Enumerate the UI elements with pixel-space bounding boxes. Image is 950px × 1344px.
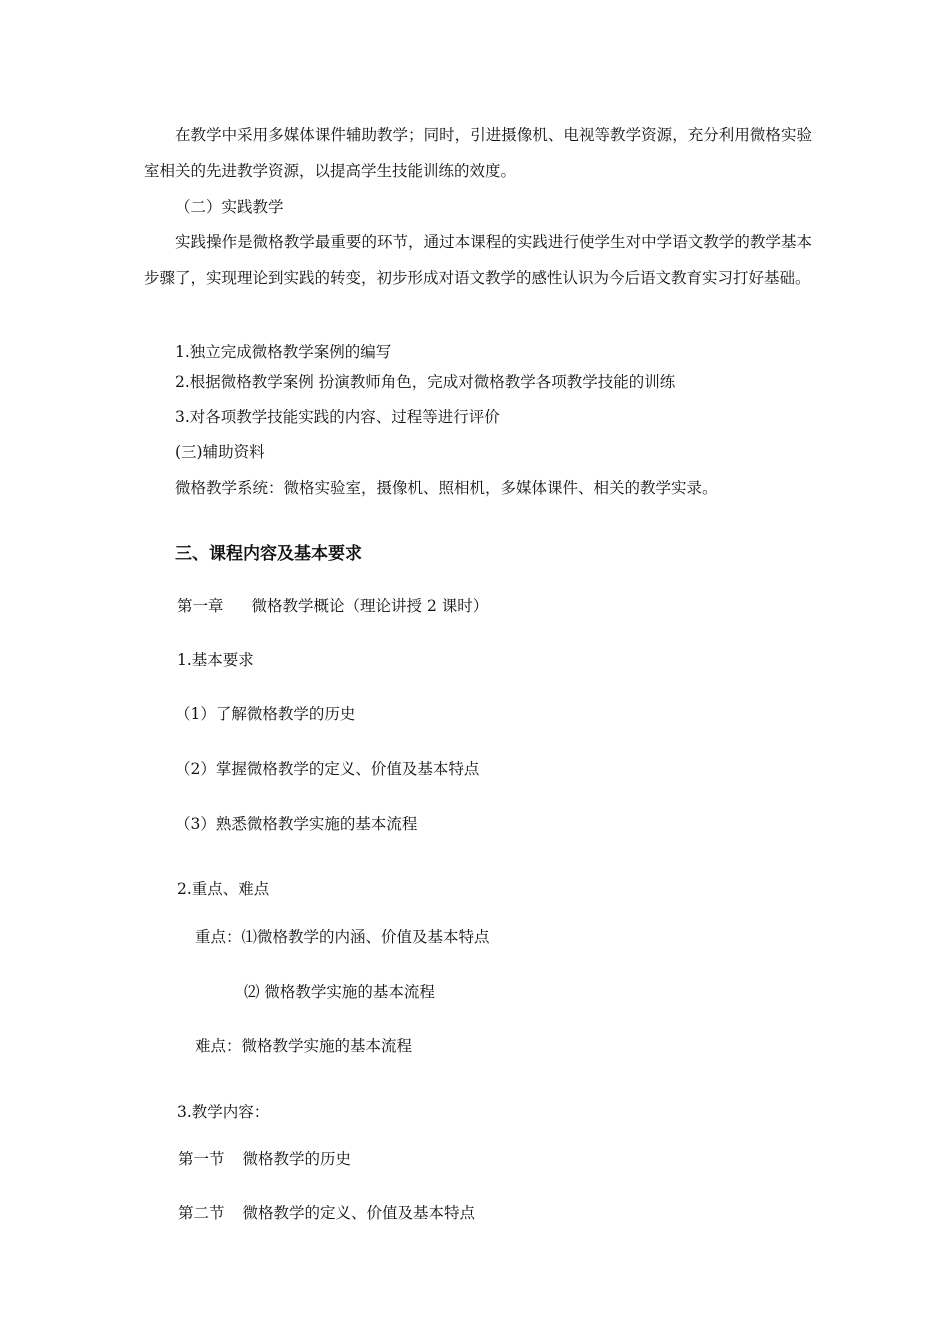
- section-line-2: [178, 1203, 475, 1223]
- practice-item-1: 1.独立完成微格教学案例的编写: [175, 343, 392, 361]
- key-point-2: ⑵ 微格教学实施的基本流程: [244, 983, 435, 1001]
- aux-heading: (三)辅助资料: [175, 443, 265, 461]
- section-2-label: 第二节: [178, 1204, 225, 1222]
- chapter-label: 第一章: [177, 597, 224, 615]
- practice-item-3: 3.对各项教学技能实践的内容、过程等进行评价: [175, 408, 500, 426]
- difficult-label: 难点：: [195, 1037, 242, 1055]
- difficult-point-line: [195, 1036, 412, 1056]
- practice-paragraph: 实践操作是微格教学最重要的环节，通过本课程的实践进行使学生对中学语文教学的教学基本步骤了，实现理论到实践的转变，初步形成对语文教学的感性认识为今后语文教育实习打好基础。: [144, 233, 812, 287]
- chapter-title: 微格教学概论（理论讲授 2 课时）: [251, 597, 489, 615]
- key-point-line-1: [195, 927, 490, 947]
- requirement-item-3: （3）熟悉微格教学实施的基本流程: [175, 815, 418, 833]
- multimedia-paragraph: 在教学中采用多媒体课件辅助教学；同时，引进摄像机、电视等教学资源，充分利用微格实验室相关的先进教学资源，以提高学生技能训练的效度。: [144, 126, 812, 180]
- key-point-1: ⑴微格教学的内涵、价值及基本特点: [241, 928, 490, 946]
- key-points-label: 重点：: [195, 928, 242, 946]
- aux-paragraph: 微格教学系统：微格实验室，摄像机、照相机，多媒体课件、相关的教学实录。: [175, 479, 718, 497]
- chapter-line: [177, 596, 488, 616]
- basic-requirements-heading: 1.基本要求: [177, 651, 254, 669]
- section-2-title: 微格教学的定义、价值及基本特点: [242, 1204, 476, 1222]
- requirement-item-2: （2）掌握微格教学的定义、价值及基本特点: [175, 760, 480, 778]
- section-1-title: 微格教学的历史: [242, 1150, 352, 1168]
- requirement-item-1: （1）了解微格教学的历史: [175, 705, 356, 723]
- difficult-point: 微格教学实施的基本流程: [241, 1037, 413, 1055]
- section-title: 三、课程内容及基本要求: [175, 544, 362, 564]
- section-1-label: 第一节: [178, 1150, 225, 1168]
- teaching-content-heading: 3.教学内容：: [177, 1103, 270, 1121]
- key-points-heading: 2.重点、难点: [177, 880, 270, 898]
- practice-heading: （二）实践教学: [175, 198, 284, 216]
- section-line-1: [178, 1149, 351, 1169]
- practice-item-2: 2.根据微格教学案例 扮演教师角色，完成对微格教学各项教学技能的训练: [175, 373, 676, 391]
